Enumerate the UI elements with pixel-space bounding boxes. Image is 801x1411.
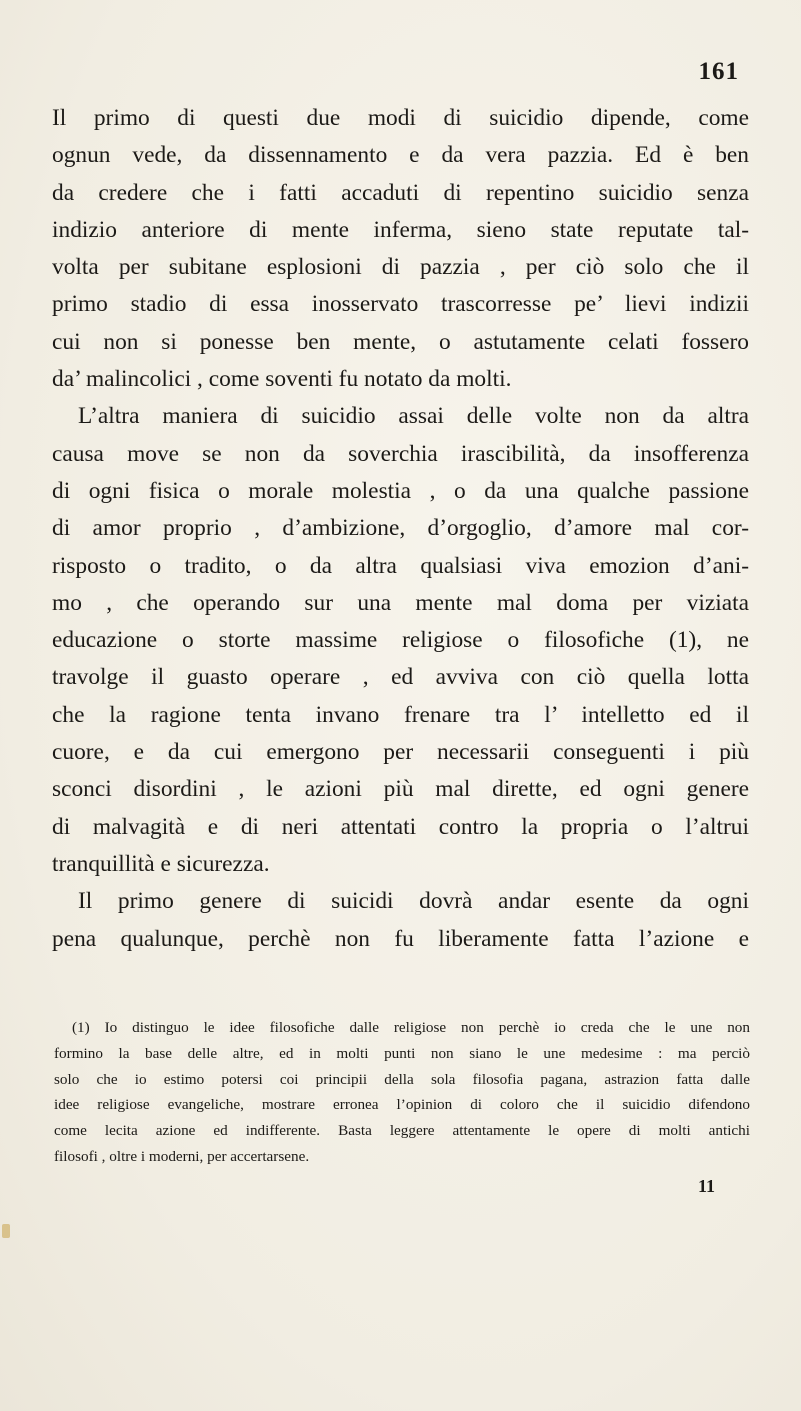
text-line: di amor proprio , d’ambizione, d’orgoglio, d’amore mal cor- (52, 515, 749, 542)
text-line: cuore, e da cui emergono per necessarii conseguenti i più (52, 739, 749, 766)
text-line: volta per subitane esplosioni di pazzia , per ciò solo che il (52, 254, 749, 281)
footnote (54, 1015, 750, 1170)
text-line: travolge il guasto operare , ed avviva con ciò quella lotta (52, 664, 749, 691)
text-line: primo stadio di essa inosservato trascorresse pe’ lievi indizii (52, 291, 749, 318)
page-number: 161 (698, 58, 739, 85)
footnote-line: idee religiose evangeliche, mostrare erronea l’opinion di coloro che il suicidio difendono (54, 1096, 750, 1114)
footnote-line: solo che io estimo potersi coi principii della sola filosofia pagana, astrazion fatta dalle (54, 1070, 750, 1088)
text-line: educazione o storte massime religiose o filosofiche (1), ne (52, 627, 749, 654)
text-line: di ogni fisica o morale molestia , o da una qualche passione (52, 477, 749, 504)
text-line: da’ malincolici , come soventi fu notato da molti. (52, 366, 512, 393)
text-line: risposto o tradito, o da altra qualsiasi viva emozion d’ani- (52, 552, 749, 579)
text-line: Il primo genere di suicidi dovrà andar esente da ogni (78, 888, 749, 915)
text-line: da credere che i fatti accaduti di repentino suicidio senza (52, 179, 749, 206)
text-line: mo , che operando sur una mente mal doma per viziata (52, 589, 749, 616)
footnote-line: come lecita azione ed indifferente. Basta leggere attentamente le opere di molti antichi (54, 1122, 750, 1140)
footnote-line: filosofi , oltre i moderni, per accertarsene. (54, 1147, 310, 1165)
text-line: che la ragione tenta invano frenare tra l’ intelletto ed il (52, 701, 749, 728)
text-line: causa move se non da soverchia irascibilità, da insofferenza (52, 440, 749, 467)
text-line: tranquillità e sicurezza. (52, 850, 270, 877)
paper-stain (2, 1224, 10, 1238)
footnote-line: formino la base delle altre, ed in molti punti non siano le une medesime : ma perciò (54, 1044, 750, 1062)
text-line: indizio anteriore di mente inferma, sieno state reputate tal- (52, 216, 749, 243)
body-text (52, 100, 749, 958)
text-line: ognun vede, da dissennamento e da vera pazzia. Ed è ben (52, 142, 749, 169)
signature-mark: 11 (697, 1176, 715, 1196)
text-line: cui non si ponesse ben mente, o astutamente celati fossero (52, 328, 749, 355)
text-line: di malvagità e di neri attentati contro la propria o l’altrui (52, 813, 749, 840)
text-line: Il primo di questi due modi di suicidio dipende, come (52, 105, 749, 131)
text-line: sconci disordini , le azioni più mal dirette, ed ogni genere (52, 776, 749, 803)
text-line: L’altra maniera di suicidio assai delle volte non da altra (78, 403, 749, 430)
text-line: pena qualunque, perchè non fu liberamente fatta l’azione e (52, 925, 749, 952)
footnote-line: (1) Io distinguo le idee filosofiche dalle religiose non perchè io creda che le une non (72, 1019, 750, 1036)
